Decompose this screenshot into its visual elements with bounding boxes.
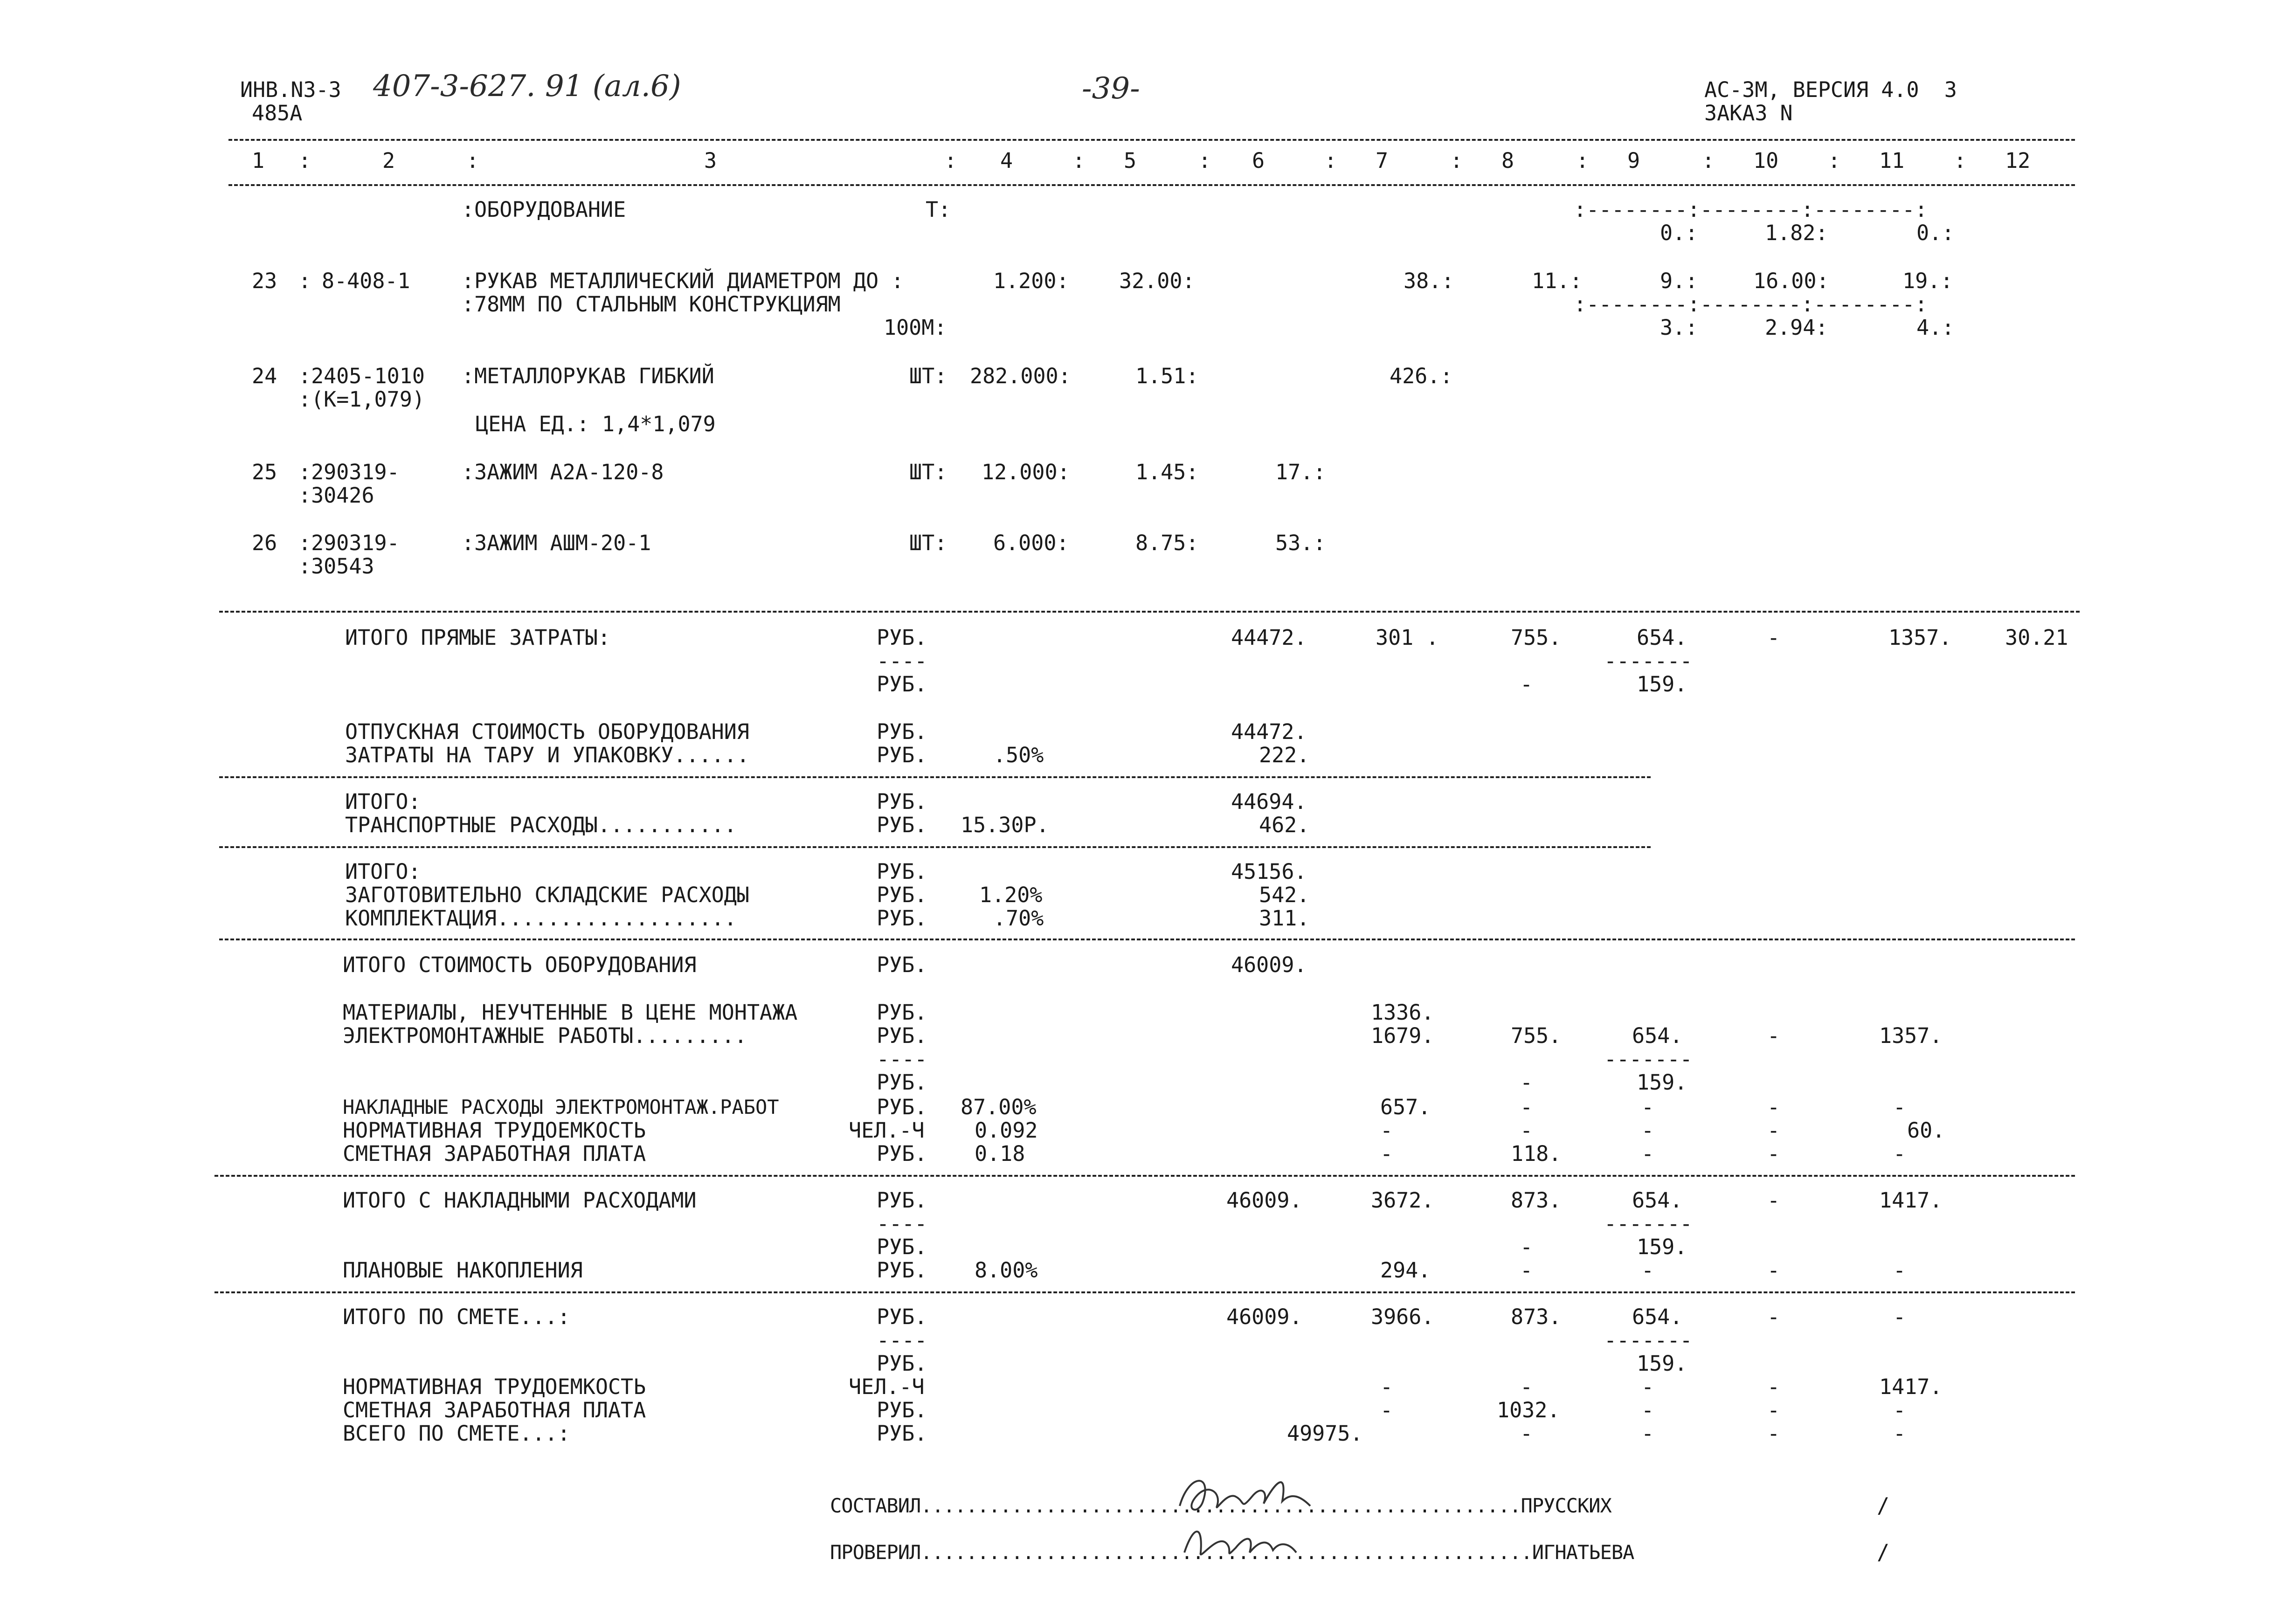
separator: : bbox=[298, 148, 311, 173]
table-cell: МАТЕРИАЛЫ, НЕУЧТЕННЫЕ В ЦЕНЕ МОНТАЖА bbox=[343, 1000, 798, 1025]
table-cell: РУБ. bbox=[877, 625, 927, 650]
row26-code: :290319- bbox=[298, 531, 400, 555]
direct-label: ИТОГО ПРЯМЫЕ ЗАТРАТЫ: bbox=[345, 625, 610, 650]
table-cell: - bbox=[1520, 1258, 1533, 1283]
separator: : bbox=[1072, 148, 1086, 173]
table-cell: 654. bbox=[1637, 625, 1687, 650]
table-cell: ПЛАНОВЫЕ НАКОПЛЕНИЯ bbox=[343, 1258, 583, 1283]
table-cell: 87.00% bbox=[961, 1095, 1037, 1119]
table-cell: 462. bbox=[1259, 813, 1310, 837]
table-cell: - bbox=[1767, 1141, 1780, 1166]
row25-name: :ЗАЖИМ А2А-120-8 bbox=[462, 460, 664, 484]
table-cell: РУБ. bbox=[877, 1095, 927, 1119]
row26-price: 8.75: bbox=[1135, 531, 1199, 555]
separator: ------- bbox=[1604, 1328, 1693, 1353]
separator: ---- bbox=[877, 1047, 927, 1071]
section-unit: Т: bbox=[926, 197, 951, 222]
table-cell: ЭЛЕКТРОМОНТАЖНЫЕ РАБОТЫ......... bbox=[343, 1023, 747, 1048]
separator: ------- bbox=[1604, 1211, 1693, 1236]
checked-by: ПРОВЕРИЛ......................................................ИГНАТЬЕВА bbox=[830, 1541, 1634, 1564]
row23-c9: 9.: bbox=[1660, 269, 1698, 293]
table-cell: - bbox=[1893, 1421, 1906, 1446]
table-cell: - bbox=[1380, 1141, 1393, 1166]
table-cell: - bbox=[1520, 1374, 1533, 1399]
row23-c8: 11.: bbox=[1532, 269, 1583, 293]
row25-no: 25 bbox=[252, 460, 277, 484]
table-cell: РУБ. bbox=[877, 1141, 927, 1166]
table-cell: - bbox=[1641, 1118, 1654, 1143]
row25-code2: :30426 bbox=[298, 483, 374, 508]
table-cell: 46009. bbox=[1226, 1304, 1302, 1329]
separator: : bbox=[1576, 148, 1589, 173]
signature-checked bbox=[1175, 1515, 1306, 1567]
rule-4 bbox=[214, 1175, 2075, 1177]
separator: : bbox=[944, 148, 957, 173]
table-cell: РУБ. bbox=[877, 1421, 927, 1446]
table-cell: НАКЛАДНЫЕ РАСХОДЫ ЭЛЕКТРОМОНТАЖ.РАБОТ bbox=[343, 1096, 779, 1118]
table-cell: 311. bbox=[1259, 906, 1310, 931]
header-rule-top bbox=[228, 139, 2075, 141]
table-cell: 3966. bbox=[1371, 1304, 1434, 1329]
table-cell: 46009. bbox=[1231, 952, 1307, 977]
table-cell: 755. bbox=[1511, 1023, 1562, 1048]
separator: ------- bbox=[1604, 1047, 1693, 1071]
grand-total-value: 49975. bbox=[1287, 1421, 1363, 1446]
column-number: 9 bbox=[1627, 148, 1640, 173]
table-cell: 60. bbox=[1907, 1118, 1945, 1143]
row23-code: 8-408-1 bbox=[322, 269, 410, 293]
table-cell: 873. bbox=[1511, 1304, 1562, 1329]
table-cell: - bbox=[1380, 1374, 1393, 1399]
column-number: 11 bbox=[1879, 148, 1905, 173]
column-number: 1 bbox=[252, 148, 265, 173]
row25-price: 1.45: bbox=[1135, 460, 1199, 484]
table-cell: НОРМАТИВНАЯ ТРУДОЕМКОСТЬ bbox=[343, 1118, 646, 1143]
row23-bot-10: 2.94: bbox=[1765, 315, 1828, 340]
separator: ------- bbox=[1604, 649, 1693, 673]
table-cell: РУБ. bbox=[877, 672, 927, 697]
table-cell: - bbox=[1520, 1421, 1533, 1446]
row26-c6: 53.: bbox=[1275, 531, 1326, 555]
grand-total-label: ВСЕГО ПО СМЕТЕ...: bbox=[343, 1421, 570, 1446]
row23-no: 23 bbox=[252, 269, 277, 293]
table-cell: ИТОГО С НАКЛАДНЫМИ РАСХОДАМИ bbox=[343, 1188, 697, 1213]
table-cell: 45156. bbox=[1231, 859, 1307, 884]
table-cell: - bbox=[1893, 1304, 1906, 1329]
table-cell: ЗАТРАТЫ НА ТАРУ И УПАКОВКУ...... bbox=[345, 743, 749, 767]
table-cell: 0.18 bbox=[975, 1141, 1025, 1166]
table-cell: РУБ. bbox=[877, 719, 927, 744]
version-label: АС-3М, ВЕРСИЯ 4.0 3 bbox=[1704, 77, 1957, 102]
rule-3 bbox=[219, 939, 2075, 940]
table-cell: - bbox=[1641, 1141, 1654, 1166]
inventory-label: ИНВ.N3-3 bbox=[240, 77, 341, 102]
row24-unit: ШТ: bbox=[909, 364, 947, 388]
table-cell: 542. bbox=[1259, 883, 1310, 907]
table-cell: РУБ. bbox=[877, 883, 927, 907]
table-cell: 1032. bbox=[1497, 1398, 1560, 1422]
separator: : bbox=[298, 269, 311, 293]
table-cell: РУБ. bbox=[877, 1398, 927, 1422]
separator: : bbox=[466, 148, 479, 173]
table-cell: ИТОГО: bbox=[345, 789, 421, 814]
table-cell: 0.092 bbox=[975, 1118, 1038, 1143]
header-rule-bottom bbox=[228, 184, 2075, 186]
table-cell: ЧЕЛ.-Ч bbox=[849, 1118, 925, 1143]
row25-code: :290319- bbox=[298, 460, 400, 484]
table-cell: 8.00% bbox=[975, 1258, 1038, 1283]
row23-unit: 100М: bbox=[884, 315, 947, 340]
table-cell: 1417. bbox=[1879, 1188, 1943, 1213]
separator: : bbox=[1198, 148, 1211, 173]
table-cell: - bbox=[1767, 1398, 1780, 1422]
column-number: 3 bbox=[704, 148, 717, 173]
table-cell: 1679. bbox=[1371, 1023, 1434, 1048]
table-cell: - bbox=[1641, 1421, 1654, 1446]
row24-code: :2405-1010 bbox=[298, 364, 425, 388]
row23-bot-11: 4.: bbox=[1916, 315, 1955, 340]
table-cell: - bbox=[1767, 1118, 1780, 1143]
table-cell: РУБ. bbox=[877, 1023, 927, 1048]
separator: : bbox=[1450, 148, 1463, 173]
table-cell: - bbox=[1767, 1258, 1780, 1283]
table-cell: - bbox=[1641, 1374, 1654, 1399]
row26-no: 26 bbox=[252, 531, 277, 555]
table-cell: РУБ. bbox=[877, 906, 927, 931]
checked-slash: / bbox=[1877, 1540, 1890, 1565]
table-cell: ИТОГО СТОИМОСТЬ ОБОРУДОВАНИЯ bbox=[343, 952, 697, 977]
row23-top-11: 0.: bbox=[1916, 221, 1955, 245]
table-cell: 654. bbox=[1632, 1188, 1683, 1213]
row24-name: :МЕТАЛЛОРУКАВ ГИБКИЙ bbox=[462, 364, 714, 388]
table-cell: - bbox=[1380, 1398, 1393, 1422]
row24-no: 24 bbox=[252, 364, 277, 388]
rule-1 bbox=[219, 776, 1651, 778]
table-cell: - bbox=[1893, 1398, 1906, 1422]
section-title: :ОБОРУДОВАНИЕ bbox=[462, 197, 626, 222]
table-cell: 44472. bbox=[1231, 625, 1307, 650]
separator: : bbox=[1702, 148, 1715, 173]
row25-qty: 12.000: bbox=[982, 460, 1070, 484]
table-cell: 1417. bbox=[1879, 1374, 1943, 1399]
table-cell: ИТОГО: bbox=[345, 859, 421, 884]
row23-c10: 16.00: bbox=[1753, 269, 1829, 293]
table-cell: ОТПУСКНАЯ СТОИМОСТЬ ОБОРУДОВАНИЯ bbox=[345, 719, 749, 744]
row26-code2: :30543 bbox=[298, 554, 374, 579]
table-cell: 44472. bbox=[1231, 719, 1307, 744]
column-number: 7 bbox=[1376, 148, 1389, 173]
table-cell: ЗАГОТОВИТЕЛЬНО СКЛАДСКИЕ РАСХОДЫ bbox=[345, 883, 749, 907]
column-number: 12 bbox=[2005, 148, 2031, 173]
table-cell: 1.20% bbox=[979, 883, 1043, 907]
table-cell: - bbox=[1767, 1304, 1780, 1329]
table-cell: 1336. bbox=[1371, 1000, 1434, 1025]
estimate-total-label: ИТОГО ПО СМЕТЕ...: bbox=[343, 1304, 570, 1329]
table-cell: 159. bbox=[1637, 1235, 1687, 1259]
row25-unit: ШТ: bbox=[909, 460, 947, 484]
order-label: ЗАКАЗ N bbox=[1704, 101, 1793, 125]
table-cell: - bbox=[1520, 1095, 1533, 1119]
row26-unit: ШТ: bbox=[909, 531, 947, 555]
rows-end-rule bbox=[219, 611, 2080, 613]
table-cell: КОМПЛЕКТАЦИЯ................... bbox=[345, 906, 737, 931]
table-cell: - bbox=[1380, 1118, 1393, 1143]
table-cell: - bbox=[1893, 1258, 1906, 1283]
table-cell: 301 . bbox=[1376, 625, 1439, 650]
table-cell: РУБ. bbox=[877, 1188, 927, 1213]
table-cell: РУБ. bbox=[877, 1258, 927, 1283]
row23-c11: 19.: bbox=[1902, 269, 1953, 293]
row24-note: ЦЕНА ЕД.: 1,4*1,079 bbox=[476, 412, 716, 436]
table-cell: РУБ. bbox=[877, 789, 927, 814]
table-cell: 159. bbox=[1637, 1070, 1687, 1095]
table-cell: .50% bbox=[993, 743, 1044, 767]
row23-name2: :78ММ ПО СТАЛЬНЫМ КОНСТРУКЦИЯМ bbox=[462, 292, 841, 317]
column-number: 2 bbox=[382, 148, 395, 173]
table-cell: ЧЕЛ.-Ч bbox=[849, 1374, 925, 1399]
compiled-slash: / bbox=[1877, 1493, 1890, 1518]
row24-code2: :(К=1,079) bbox=[298, 387, 425, 412]
row26-qty: 6.000: bbox=[993, 531, 1069, 555]
table-cell: - bbox=[1641, 1095, 1654, 1119]
column-number: 8 bbox=[1501, 148, 1515, 173]
column-number: 4 bbox=[1000, 148, 1013, 173]
table-cell: 755. bbox=[1511, 625, 1562, 650]
column-number: 6 bbox=[1252, 148, 1265, 173]
table-cell: РУБ. bbox=[877, 859, 927, 884]
table-cell: 222. bbox=[1259, 743, 1310, 767]
rule-2 bbox=[219, 846, 1651, 848]
row24-price: 1.51: bbox=[1135, 364, 1199, 388]
table-cell: - bbox=[1641, 1398, 1654, 1422]
table-cell: 3672. bbox=[1371, 1188, 1434, 1213]
separator: :--------:--------:--------: bbox=[1574, 292, 1928, 317]
table-cell: - bbox=[1520, 672, 1533, 697]
table-cell: РУБ. bbox=[877, 1070, 927, 1095]
table-cell: 294. bbox=[1380, 1258, 1431, 1283]
table-cell: ТРАНСПОРТНЫЕ РАСХОДЫ........... bbox=[345, 813, 737, 837]
table-cell: 873. bbox=[1511, 1188, 1562, 1213]
separator: : bbox=[1324, 148, 1337, 173]
table-cell: 654. bbox=[1632, 1023, 1683, 1048]
table-cell: - bbox=[1767, 1421, 1780, 1446]
separator: : bbox=[1828, 148, 1841, 173]
table-cell: НОРМАТИВНАЯ ТРУДОЕМКОСТЬ bbox=[343, 1374, 646, 1399]
table-cell: РУБ. bbox=[877, 1000, 927, 1025]
table-cell: .70% bbox=[993, 906, 1044, 931]
table-cell: РУБ. bbox=[877, 743, 927, 767]
row23-c7: 38.: bbox=[1404, 269, 1454, 293]
row23-name: :РУКАВ МЕТАЛЛИЧЕСКИЙ ДИАМЕТРОМ ДО : bbox=[462, 269, 904, 293]
table-cell: - bbox=[1767, 1374, 1780, 1399]
table-cell: - bbox=[1893, 1141, 1906, 1166]
table-cell: 1357. bbox=[1888, 625, 1952, 650]
table-cell: - bbox=[1767, 1023, 1780, 1048]
table-cell: СМЕТНАЯ ЗАРАБОТНАЯ ПЛАТА bbox=[343, 1398, 646, 1422]
row23-top-10: 1.82: bbox=[1765, 221, 1828, 245]
rule-5 bbox=[214, 1291, 2075, 1293]
separator: ---- bbox=[877, 1328, 927, 1353]
table-cell: - bbox=[1767, 1095, 1780, 1119]
table-cell: 1357. bbox=[1879, 1023, 1943, 1048]
table-cell: СМЕТНАЯ ЗАРАБОТНАЯ ПЛАТА bbox=[343, 1141, 646, 1166]
page-number: -39- bbox=[1082, 71, 1140, 106]
table-cell: 159. bbox=[1637, 672, 1687, 697]
table-cell: 44694. bbox=[1231, 789, 1307, 814]
table-cell: 657. bbox=[1380, 1095, 1431, 1119]
table-cell: - bbox=[1520, 1070, 1533, 1095]
table-cell: 30.21 bbox=[2005, 625, 2068, 650]
table-cell: - bbox=[1641, 1258, 1654, 1283]
table-cell: - bbox=[1767, 625, 1780, 650]
column-number: 5 bbox=[1124, 148, 1137, 173]
table-cell: РУБ. bbox=[877, 1304, 927, 1329]
table-cell: РУБ. bbox=[877, 1351, 927, 1376]
column-number: 10 bbox=[1753, 148, 1779, 173]
table-cell: 159. bbox=[1637, 1351, 1687, 1376]
inventory-sub: 485А bbox=[252, 101, 303, 125]
row23-bot-9: 3.: bbox=[1660, 315, 1698, 340]
table-cell: 118. bbox=[1511, 1141, 1562, 1166]
table-cell: РУБ. bbox=[877, 1235, 927, 1259]
table-cell: - bbox=[1767, 1188, 1780, 1213]
row26-name: :ЗАЖИМ АШМ-20-1 bbox=[462, 531, 651, 555]
table-cell: 46009. bbox=[1226, 1188, 1302, 1213]
separator: :--------:--------:--------: bbox=[1574, 197, 1928, 222]
table-cell: - bbox=[1893, 1095, 1906, 1119]
row25-c6: 17.: bbox=[1275, 460, 1326, 484]
compiled-by: СОСТАВИЛ.....................................................ПРУССКИХ bbox=[830, 1494, 1611, 1517]
row24-c7: 426.: bbox=[1390, 364, 1453, 388]
separator: : bbox=[1954, 148, 1967, 173]
table-cell: РУБ. bbox=[877, 952, 927, 977]
row23-qty: 1.200: bbox=[993, 269, 1069, 293]
separator: ---- bbox=[877, 649, 927, 673]
separator: ---- bbox=[877, 1211, 927, 1236]
row24-qty: 282.000: bbox=[970, 364, 1071, 388]
row23-price: 32.00: bbox=[1119, 269, 1195, 293]
table-cell: - bbox=[1520, 1235, 1533, 1259]
table-cell: 15.30Р. bbox=[961, 813, 1049, 837]
handwritten-code: 407-3-627. 91 (ал.6) bbox=[373, 69, 681, 104]
table-cell: 654. bbox=[1632, 1304, 1683, 1329]
table-cell: - bbox=[1520, 1118, 1533, 1143]
table-cell: РУБ. bbox=[877, 813, 927, 837]
row23-top-9: 0.: bbox=[1660, 221, 1698, 245]
